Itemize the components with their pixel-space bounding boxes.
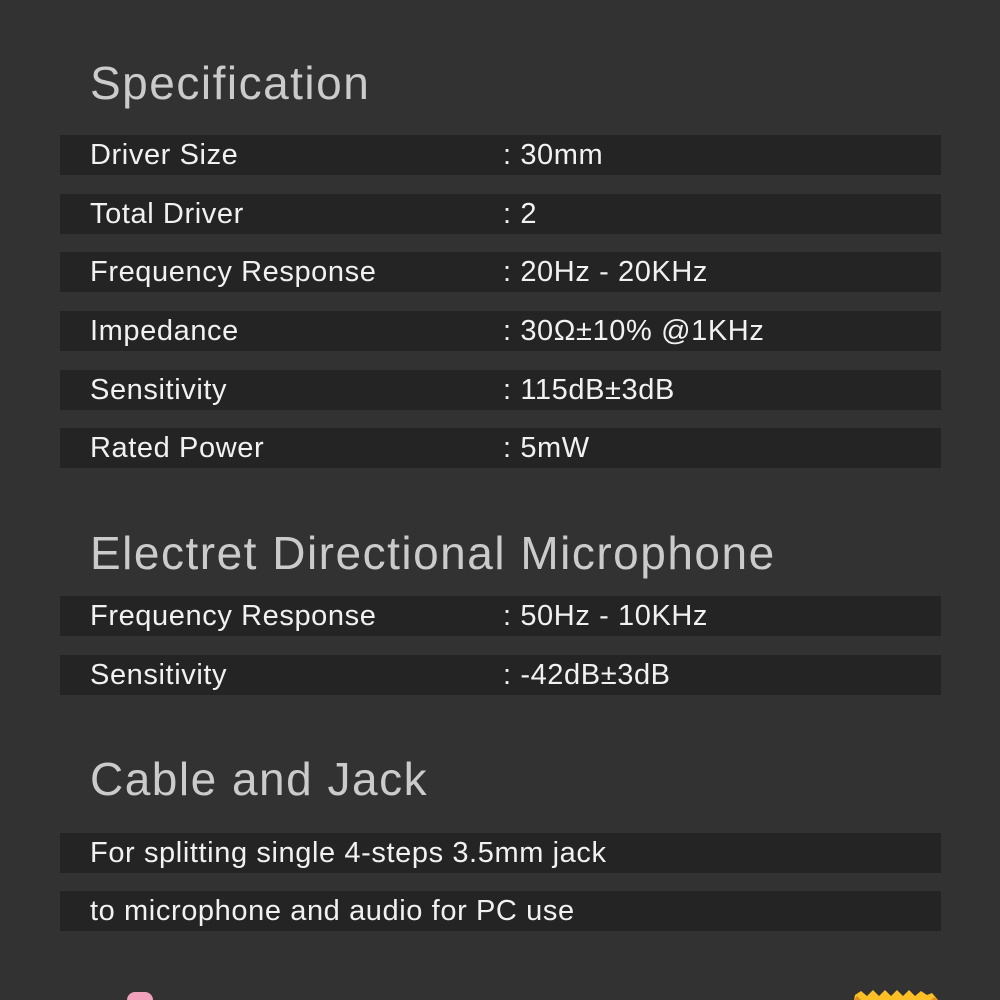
table-row <box>60 891 941 931</box>
table-row <box>60 596 941 636</box>
table-row <box>60 252 941 292</box>
row-value: : 30mm <box>503 138 604 171</box>
row-label: For splitting single 4-steps 3.5mm jack <box>90 836 607 869</box>
row-label: Driver Size <box>90 138 239 171</box>
table-row <box>60 833 941 873</box>
row-label: Frequency Response <box>90 599 377 632</box>
row-label: Frequency Response <box>90 255 377 288</box>
yellow-crown-icon <box>854 990 938 1000</box>
table-row <box>60 311 941 351</box>
row-label: Sensitivity <box>90 658 228 691</box>
table-row <box>60 428 941 468</box>
pink-petal-icon <box>127 992 153 1000</box>
section-title-microphone: Electret Directional Microphone <box>90 527 776 579</box>
table-row <box>60 655 941 695</box>
row-value: : -42dB±3dB <box>503 658 671 691</box>
table-row <box>60 135 941 175</box>
row-value: : 2 <box>503 197 538 230</box>
row-value: : 30Ω±10% @1KHz <box>503 314 765 347</box>
row-value: : 115dB±3dB <box>503 373 675 406</box>
row-label: Rated Power <box>90 431 265 464</box>
row-label: Total Driver <box>90 197 244 230</box>
row-value: : 5mW <box>503 431 590 464</box>
row-label: Impedance <box>90 314 239 347</box>
row-label: to microphone and audio for PC use <box>90 894 575 927</box>
row-label: Sensitivity <box>90 373 228 406</box>
section-title-specification: Specification <box>90 57 371 109</box>
row-value: : 20Hz - 20KHz <box>503 255 709 288</box>
section-title-cable-jack: Cable and Jack <box>90 753 429 805</box>
table-row <box>60 370 941 410</box>
table-row <box>60 194 941 234</box>
row-value: : 50Hz - 10KHz <box>503 599 709 632</box>
